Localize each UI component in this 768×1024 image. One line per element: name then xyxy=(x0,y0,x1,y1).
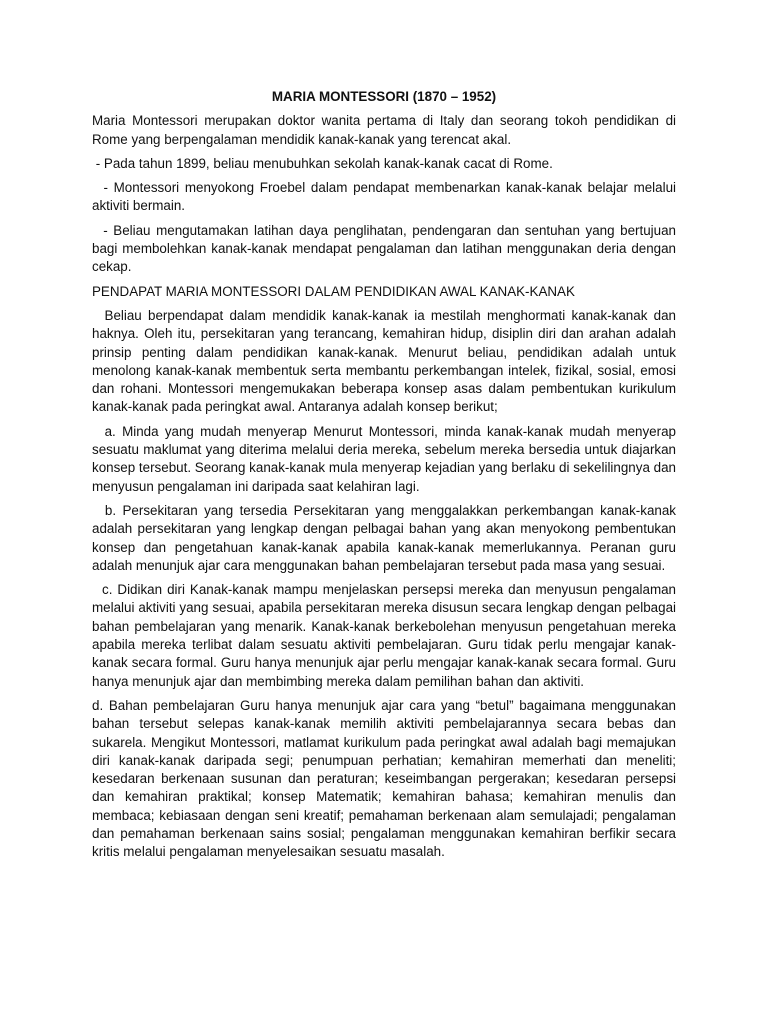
document-title: MARIA MONTESSORI (1870 – 1952) xyxy=(271,89,497,104)
bullet-paragraph: - Montessori menyokong Froebel dalam pendapat membenarkan kanak-kanak belajar melalui aktiviti bermain. xyxy=(92,180,680,214)
concept-paragraph: d. Bahan pembelajaran Guru hanya menunjuk ajar cara yang “betul” bagaimana menggunakan bahan tersebut selepas kanak-kanak memilih aktiviti pembelajarannya secara bebas dan sukarela. Mengikut Montessori, matlamat kurikulum pada peringkat awal adalah bagi memajukan diri kanak-kanak daripada segi; penumpuan perhatian; kemahiran memerhati dan meneliti; kesedaran berkenaan susunan dan peraturan; keseimbangan pergerakan; kesedaran persepsi dan kemahiran praktikal; konsep Matematik; kemahiran bahasa; kemahiran menulis dan membaca; kebiasaan dengan seni kreatif; pemahaman berkenaan alam semulajadi; pengalaman dan pemahaman berkenaan sains sosial; pengalaman menggunakan kemahiran berfikir secara kritis melalui pengalaman menyelesaikan sesuatu masalah. xyxy=(92,697,680,860)
intro-paragraph: Maria Montessori merupakan doktor wanita pertama di Italy dan seorang tokoh pendidikan di Rome yang berpengalaman mendidik kanak-kanak yang terencat akal. xyxy=(92,113,676,147)
bullet-paragraph: - Beliau mengutamakan latihan daya penglihatan, pendengaran dan sentuhan yang bertujuan bagi membolehkan kanak-kanak mendapat pengalaman dan latihan menggunakan deria dengan cekap. xyxy=(92,222,680,275)
concept-paragraph: a. Minda yang mudah menyerap Menurut Montessori, minda kanak-kanak mudah menyerap sesuatu maklumat yang diterima melalui deria mereka, sebelum mereka bersedia untuk diajarkan konsep tersebut. Seorang kanak-kanak mula menyerap kejadian yang berlaku di sekelilingnya dan menyusun pengalaman ini daripada saat kelahiran lagi. xyxy=(92,423,680,494)
section-heading: PENDAPAT MARIA MONTESSORI DALAM PENDIDIKAN AWAL KANAK-KANAK xyxy=(92,283,575,299)
concept-paragraph: c. Didikan diri Kanak-kanak mampu menjelaskan persepsi mereka dan menyusun pengalaman melalui aktiviti yang sesuai, apabila persekitaran mereka disusun secara lengkap dengan pelbagai bahan pembelajaran yang menarik. Kanak-kanak berkebolehan menyusun pengetahuan mereka apabila mereka terlibat dalam sesuatu aktiviti pembelajaran. Guru tidak perlu mengajar kanak-kanak secara formal. Guru hanya menunjuk ajar perlu mengajar kanak-kanak secara formal. Guru hanya menunjuk ajar dan membimbing mereka dalam pemilihan bahan dan aktiviti. xyxy=(92,582,680,689)
document-page xyxy=(92,88,680,868)
bullet-paragraph: - Pada tahun 1899, beliau menubuhkan sekolah kanak-kanak cacat di Rome. xyxy=(92,155,553,171)
section-intro-paragraph: Beliau berpendapat dalam mendidik kanak-kanak ia mestilah menghormati kanak-kanak dan haknya. Oleh itu, persekitaran yang terancang, kemahiran hidup, disiplin diri dan arahan adalah prinsip penting dalam pendidikan kanak-kanak. Menurut beliau, pendidikan adalah untuk menolong kanak-kanak membentuk serta membantu perkembangan intelek, fizikal, sosial, emosi dan rohani. Montessori mengemukakan beberapa konsep asas dalam pembentukan kurikulum kanak-kanak pada peringkat awal. Antaranya adalah konsep berikut; xyxy=(92,307,680,415)
concept-paragraph: b. Persekitaran yang tersedia Persekitaran yang menggalakkan perkembangan kanak-kanak adalah persekitaran yang lengkap dengan pelbagai bahan yang akan menyokong pembentukan konsep dan pengetahuan kanak-kanak apabila kanak-kanak memerlukannya. Peranan guru adalah menunjuk ajar cara menggunakan bahan pembelajaran tersebut pada masa yang sesuai. xyxy=(92,502,680,573)
